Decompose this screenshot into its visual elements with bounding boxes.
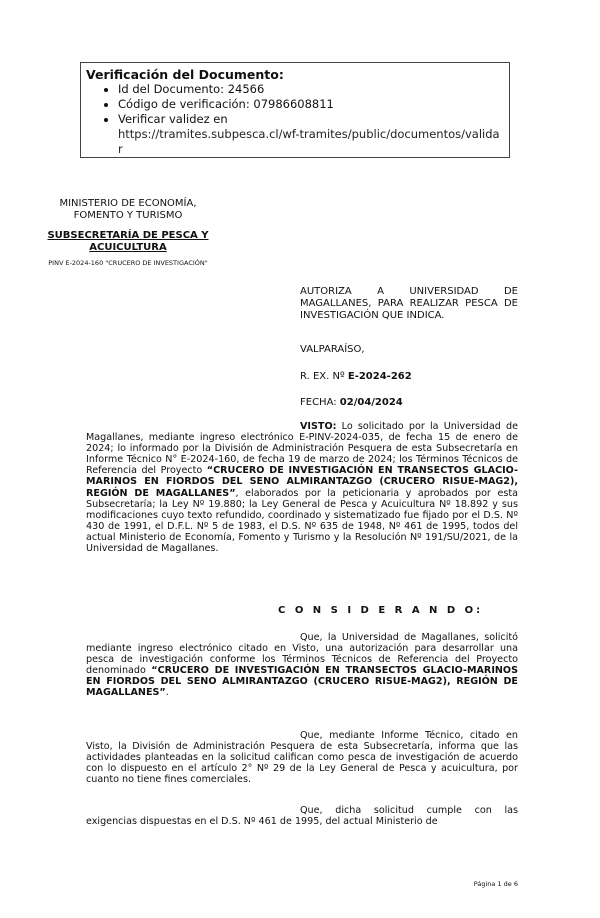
resolution-city: VALPARAÍSO, bbox=[300, 344, 365, 355]
cons-p2-text: Que, mediante Informe Técnico, citado en Visto, la División de Administración Pesquera de esta Subsecretaría, informa que las actividades planteadas en la solicitud califican como pesca de investigación de acuerdo con lo dispuesto en el artículo 2° Nº 29 de la Ley General de Pesca y acuicultura, por cuanto no tiene fines comerciales. bbox=[86, 730, 518, 786]
cons-p3-text: Que, dicha solicitud cumple con las exigencias dispuestas en el D.S. Nº 461 de 1995, del actual Ministerio de bbox=[86, 805, 518, 828]
ministry-line-2: FOMENTO Y TURISMO bbox=[73, 210, 183, 221]
rex-label: R. EX. Nº bbox=[300, 371, 348, 382]
fecha-label: FECHA: bbox=[300, 397, 340, 408]
visto-project: “CRUCERO DE INVESTIGACIÓN EN TRANSECTOS GLACIO-MARINOS EN FIORDOS DEL SENO ALMIRANTAZGO (CRUCERO RISUE-MAG2), REGIÓN DE MAGALLANES” bbox=[86, 465, 518, 499]
visto-text-1: Lo solicitado por la Universidad de Magallanes, mediante ingreso electrónico E-PINV-2024-035, de fecha 15 de enero de 2024; lo informado por la División de Administración Pesquera de esta Subsecretaría en Informe Técnico N° E-2024-160, de fecha 19 de marzo de 2024; los Términos Técnicos de Referencia del Proyecto bbox=[86, 421, 518, 477]
considerando-paragraph-3 bbox=[86, 805, 518, 827]
reference-code: PINV E-2024-160 "CRUCERO DE INVESTIGACIÓN" bbox=[48, 259, 208, 267]
ministry-line-1: MINISTERIO DE ECONOMÍA, bbox=[59, 198, 197, 209]
document-id: • Id del Documento: 24566 bbox=[118, 82, 504, 97]
cons-p1-text-2: . bbox=[165, 687, 169, 699]
verification-title: Verificación del Documento: bbox=[86, 67, 284, 82]
visto-paragraph bbox=[86, 421, 518, 554]
verification-code: • Código de verificación: 07986608811 bbox=[118, 97, 504, 112]
verification-list bbox=[86, 82, 504, 157]
verify-url-link[interactable]: https://tramites.subpesca.cl/wf-tramites/public/documentos/validar bbox=[118, 127, 500, 156]
verify-item bbox=[118, 112, 504, 157]
resolution-number bbox=[300, 371, 518, 383]
cons-p1-project: “CRUCERO DE INVESTIGACIÓN EN TRANSECTOS GLACIO-MARINOS EN FIORDOS DEL SENO ALMIRANTAZGO (CRUCERO RISUE-MAG2), REGIÓN DE MAGALLANES” bbox=[86, 665, 518, 699]
resolution-summary: AUTORIZA A UNIVERSIDAD DE MAGALLANES, PARA REALIZAR PESCA DE INVESTIGACIÓN QUE INDICA. bbox=[300, 286, 518, 321]
cons-p1-text-1: Que, la Universidad de Magallanes, solicitó mediante ingreso electrónico citado en Visto, una autorización para desarrollar una pesca de investigación conforme los Términos Técnicos de Referencia del Proyecto denominado bbox=[86, 632, 518, 677]
fecha-value: 02/04/2024 bbox=[339, 397, 403, 408]
verification-box bbox=[80, 62, 510, 158]
considerando-paragraph-2 bbox=[86, 730, 518, 785]
considerando-paragraph-1 bbox=[86, 632, 518, 699]
considerando-heading: C O N S I D E R A N D O: bbox=[278, 605, 484, 616]
verify-label: • Verificar validez en bbox=[118, 112, 228, 126]
visto-text-2: , elaborados por la peticionaria y aprobados por esta Subsecretaría; la Ley Nº 19.880; la Ley General de Pesca y Acuicultura Nº 18.892 y sus modificaciones cuyo texto refundido, coordinado y sistematizado fue fijado por el D.S. Nº 430 de 1991, el D.F.L. Nº 5 de 1983, el D.S. Nº 635 de 1948, Nº 461 de 1995, todos del actual Ministerio de Economía, Fomento y Turismo y la Resolución Nº 191/SU/2021, de la Universidad de Magallanes. bbox=[86, 487, 518, 555]
resolution-date bbox=[300, 397, 518, 409]
page-number: Página 1 de 6 bbox=[473, 880, 518, 888]
subsecretaria-name: SUBSECRETARÍA DE PESCA Y ACUICULTURA bbox=[47, 230, 209, 253]
visto-label: VISTO: bbox=[300, 421, 337, 432]
rex-value: E-2024-262 bbox=[347, 371, 412, 382]
ministry-name bbox=[34, 198, 222, 222]
